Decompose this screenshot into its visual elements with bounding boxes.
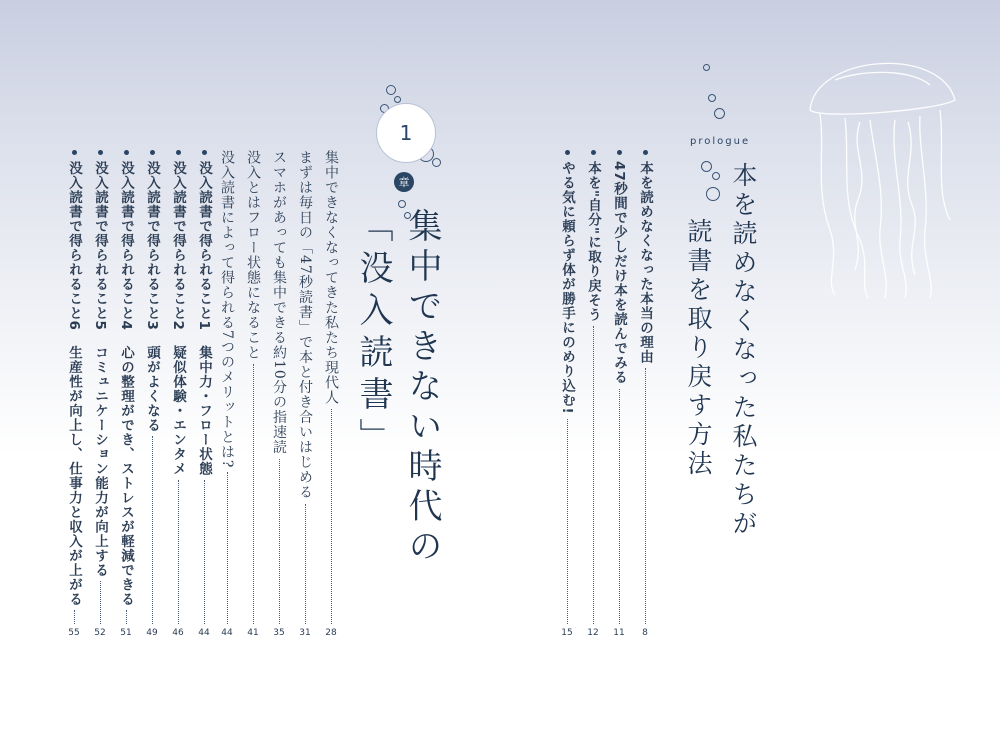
toc-subentry[interactable]: 没入読書で得られること6 生産性が向上し、仕事力と収入が上がる 55 [63, 150, 85, 638]
toc-subentry[interactable]: 没入読書で得られること4 心の整理ができ、ストレスが軽減できる 51 [115, 150, 137, 638]
chapter-badge: 章 [394, 172, 414, 192]
bubble-icon [714, 108, 725, 119]
bubble-icon [703, 64, 710, 71]
toc-subentry[interactable]: 没入読書で得られること5 コミュニケーション能力が向上する 52 [89, 150, 111, 638]
prologue-title-line2: 読書を取り戻す方法 [684, 218, 713, 479]
bubble-icon [394, 96, 401, 103]
toc-subentry[interactable]: やる気に頼らず体が勝手にのめり込む! 15 [556, 150, 578, 638]
toc-subentry[interactable]: 本を"自分"に取り戻そう 12 [582, 150, 604, 638]
jellyfish-illustration [790, 40, 980, 300]
bubble-icon [386, 85, 396, 95]
bubble-icon [432, 158, 441, 167]
bubble-icon [398, 200, 406, 208]
chapter-number: 1 [376, 103, 436, 163]
bubble-icon [706, 187, 720, 201]
prologue-title-line1: 本を読めなくなった私たちが [729, 162, 758, 539]
toc-entry[interactable]: 集中できなくなってきた私たち現代人 28 [323, 150, 339, 638]
bubble-icon [701, 161, 712, 172]
chapter-title-line2: 「没入読書」 [353, 208, 393, 460]
prologue-label: prologue [690, 136, 751, 147]
toc-subentry[interactable]: 没入読書で得られること2 疑似体験・エンタメ 46 [167, 150, 189, 638]
toc-entry[interactable]: 没入とはフロー状態になること 41 [245, 150, 261, 638]
toc-subentry[interactable]: 没入読書で得られること3 頭がよくなる 49 [141, 150, 163, 638]
toc-entry[interactable]: スマホがあっても集中できる約10分の指速読 35 [271, 150, 287, 638]
toc-subentry[interactable]: 本を読めなくなった本当の理由 8 [634, 150, 656, 638]
toc-subentry[interactable]: 没入読書で得られること1 集中力・フロー状態 44 [193, 150, 215, 638]
bubble-icon [708, 94, 716, 102]
toc-subentry[interactable]: 47秒間で少しだけ本を読んでみる 11 [608, 150, 630, 638]
bubble-icon [712, 172, 720, 180]
chapter-title-line1: 集中できない時代の [402, 208, 442, 568]
toc-entry[interactable]: まずは毎日の「47秒読書」で本と付き合いはじめる 31 [297, 150, 313, 638]
toc-entry[interactable]: 没入読書によって得られる7つのメリットとは? 44 [219, 150, 235, 638]
